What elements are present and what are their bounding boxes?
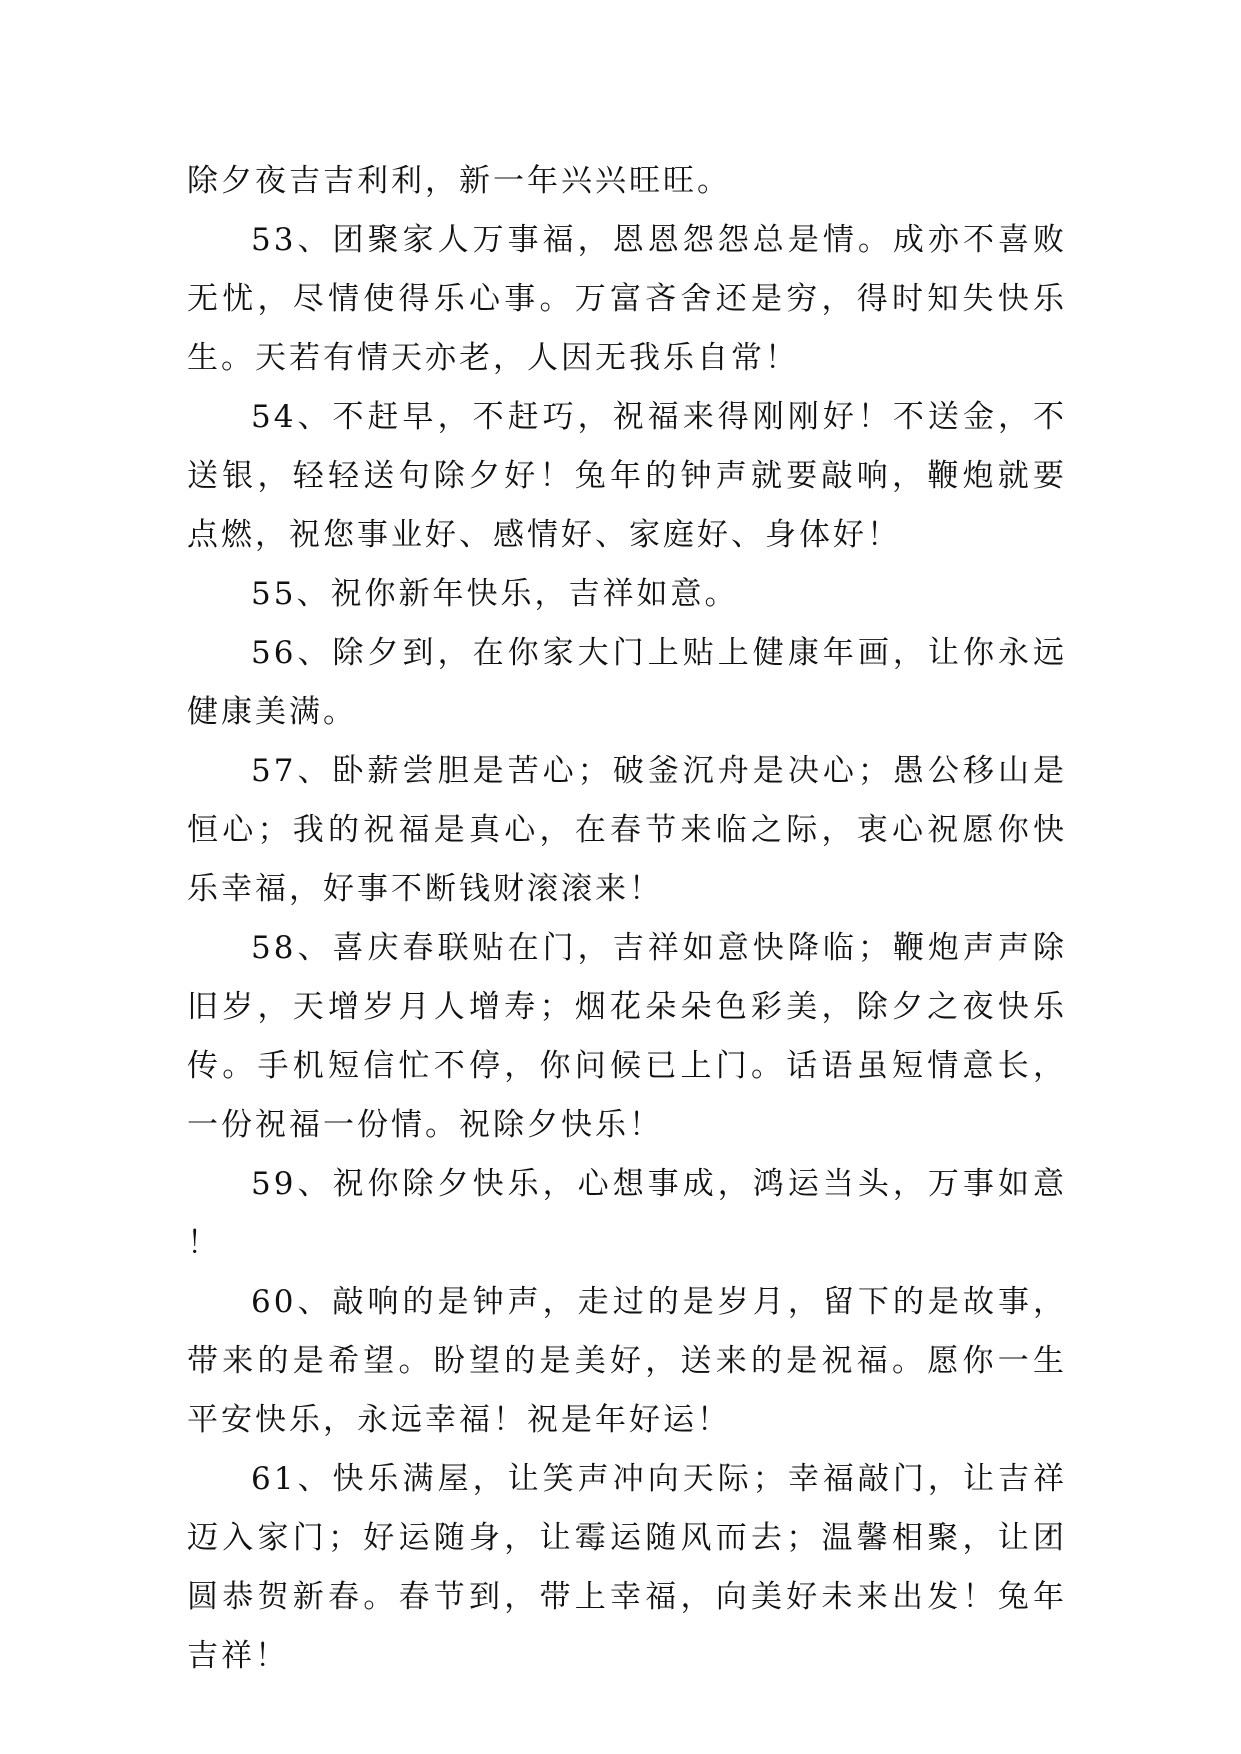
paragraph-61: 61、快乐满屋，让笑声冲向天际；幸福敲门，让吉祥迈入家门；好运随身，让霉运随风而去；温馨相聚，让团圆恭贺新春。春节到，带上幸福，向美好未来出发！兔年吉祥！ bbox=[187, 1461, 1067, 1674]
paragraph-59: 59、祝你除夕快乐，心想事成，鸿运当头，万事如意！ bbox=[187, 1166, 1067, 1261]
paragraph-53: 53、团聚家人万事福，恩恩怨怨总是情。成亦不喜败无忧，尽情使得乐心事。万富吝舍还是穷，得时知失快乐生。天若有情天亦老，人因无我乐自常！ bbox=[187, 222, 1067, 376]
paragraph-55: 55、祝你新年快乐，吉祥如意。 bbox=[251, 576, 739, 612]
paragraph-54: 54、不赶早，不赶巧，祝福来得刚刚好！不送金，不送银，轻轻送句除夕好！兔年的钟声就要敲响，鞭炮就要点燃，祝您事业好、感情好、家庭好、身体好！ bbox=[187, 399, 1067, 553]
paragraph-continuation: 除夕夜吉吉利利，新一年兴兴旺旺。 bbox=[187, 163, 731, 199]
paragraph-60: 60、敲响的是钟声，走过的是岁月，留下的是故事，带来的是希望。盼望的是美好，送来的是祝福。愿你一生平安快乐，永远幸福！祝是年好运！ bbox=[187, 1284, 1067, 1438]
paragraph-57: 57、卧薪尝胆是苦心；破釜沉舟是决心；愚公移山是恒心；我的祝福是真心，在春节来临之际，衷心祝愿你快乐幸福，好事不断钱财滚滚来！ bbox=[187, 753, 1067, 907]
document-body bbox=[187, 152, 1067, 1686]
paragraph-56: 56、除夕到，在你家大门上贴上健康年画，让你永远健康美满。 bbox=[187, 635, 1067, 730]
paragraph-58: 58、喜庆春联贴在门，吉祥如意快降临；鞭炮声声除旧岁，天增岁月人增寿；烟花朵朵色彩美，除夕之夜快乐传。手机短信忙不停，你问候已上门。话语虽短情意长，一份祝福一份情。祝除夕快乐！ bbox=[187, 930, 1067, 1143]
